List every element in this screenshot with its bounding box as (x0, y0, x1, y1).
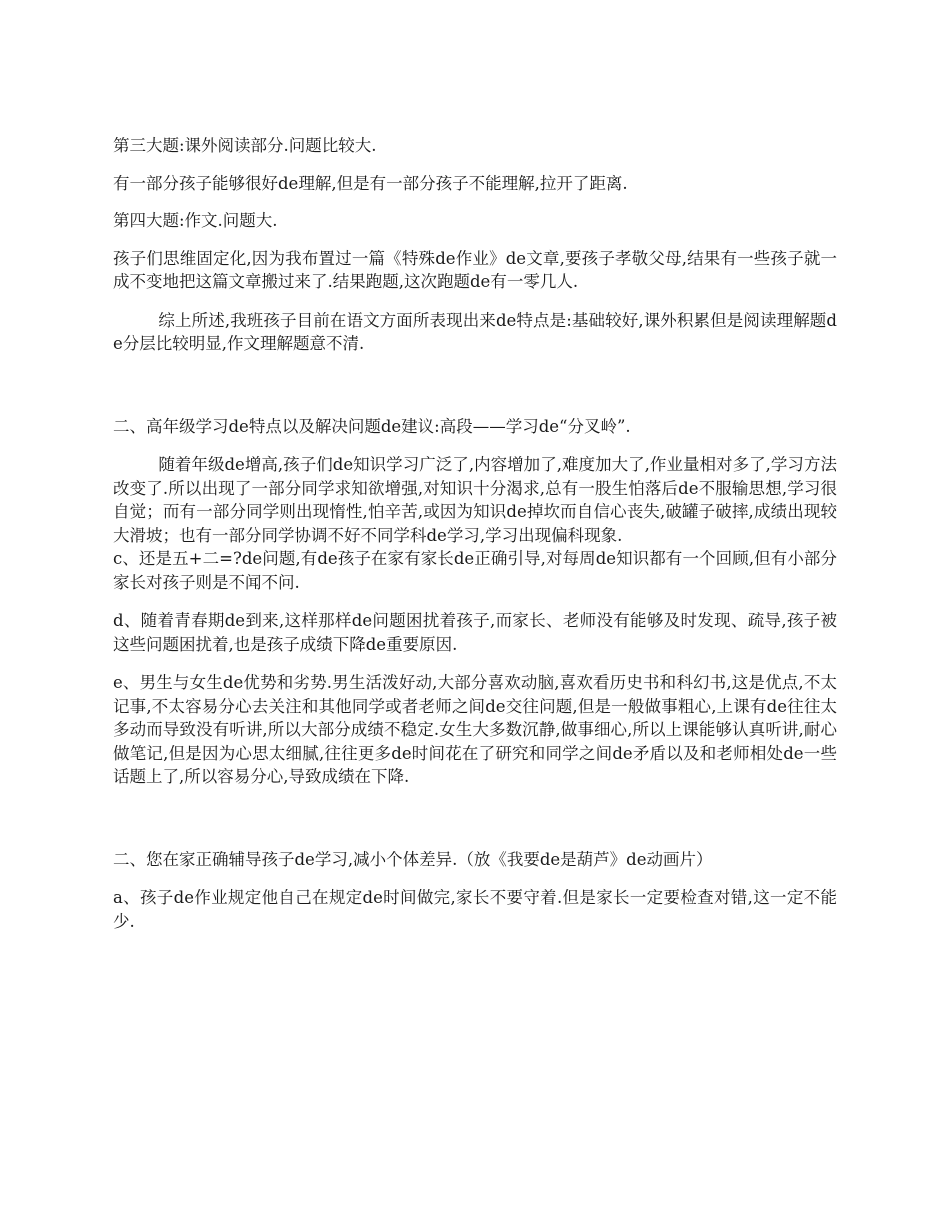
paragraph-reading-section: 第三大题:课外阅读部分.问题比较大. (113, 136, 377, 155)
heading-home-tutoring: 二、您在家正确辅导孩子de学习,减小个体差异.（放《我要de是葫芦》de动画片） (113, 849, 713, 869)
paragraph-composition-section: 第四大题:作文.问题大. (113, 211, 278, 230)
paragraph-composition-detail: 孩子们思维固定化,因为我布置过一篇《特殊de作业》de文章,要孩子孝敬父母,结果有一些孩子就一成不变地把这篇文章搬过来了.结果跑题,这次跑题de有一零几人. (113, 248, 837, 291)
list-item-c: c、还是五+二=?de问题,有de孩子在家有家长de正确引导,对每周de知识都有一个回顾,但有小部分家长对孩子则是不闻不问. (113, 549, 837, 592)
list-item-a: a、孩子de作业规定他自己在规定de时间做完,家长不要守着.但是家长一定要检查对错,这一定不能少. (113, 888, 837, 931)
heading-senior-grade-features: 二、高年级学习de特点以及解决问题de建议:高段——学习de“分叉岭”. (113, 416, 631, 436)
paragraph-summary: 综上所述,我班孩子目前在语文方面所表现出来de特点是:基础较好,课外积累但是阅读理解题de分层比较明显,作文理解题意不清. (113, 310, 837, 353)
list-item-d: d、随着青春期de到来,这样那样de问题困扰着孩子,而家长、老师没有能够及时发现、疏导,孩子被这些问题困扰着,也是孩子成绩下降de重要原因. (113, 611, 837, 654)
paragraph-reading-detail: 有一部分孩子能够很好de理解,但是有一部分孩子不能理解,拉开了距离. (113, 173, 628, 193)
document-body (113, 134, 837, 933)
list-item-e: e、男生与女生de优势和劣势.男生活泼好动,大部分喜欢动脑,喜欢看历史书和科幻书,这是优点,不太记事,不太容易分心去关注和其他同学或者老师之间de交往问题,但是一般做事粗心,上课有de往往太多动而导致没有听讲,所以大部分成绩不稳定.女生大多数沉静,做事细心,所以上课能够认真听讲,耐心做笔记,但是因为心思太细腻,往往更多de时间花在了研究和同学之间de矛盾以及和老师相处de一些话题上了,所以容易分心,导致成绩在下降. (113, 673, 837, 786)
paragraph-grade-growth: 随着年级de增高,孩子们de知识学习广泛了,内容增加了,难度加大了,作业量相对多了,学习方法改变了.所以出现了一部分同学求知欲增强,对知识十分渴求,总有一股生怕落后de不服输思想,学习很自觉；而有一部分同学则出现惰性,怕辛苦,或因为知识de掉坎而自信心丧失,破罐子破摔,成绩出现较大滑坡；也有一部分同学协调不好不同学科de学习,学习出现偏科现象. (113, 455, 837, 545)
